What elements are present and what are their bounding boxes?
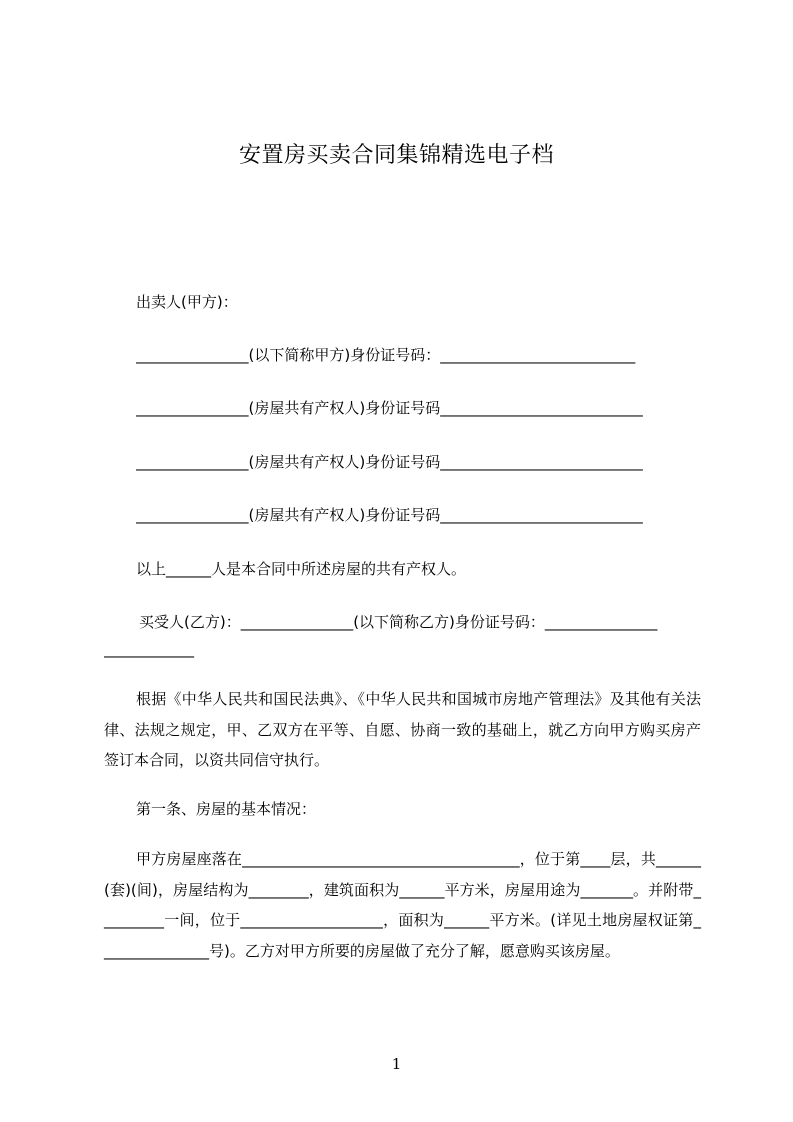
seller-id-line: _______________(以下简称甲方)身份证号码：__________________________: [136, 346, 636, 364]
co-owner-summary: 以上______人是本合同中所述房屋的共有产权人。: [136, 560, 467, 578]
co-owner-line: _______________(房屋共有产权人)身份证号码___________________________: [136, 506, 643, 524]
co-owner-line: _______________(房屋共有产权人)身份证号码___________________________: [136, 399, 643, 417]
co-owner-line: _______________(房屋共有产权人)身份证号码___________________________: [136, 453, 643, 471]
seller-label: 出卖人(甲方)：: [136, 293, 238, 311]
article-1-paragraph: 甲方房屋座落在_____________________________________，位于第____层，共______(套)(间)，房屋结构为________，建筑面积为______平方米，房屋用途为_______。并附带_________一间，位于___________________，面积为______平方米。(详见土地房屋权证第_______________号)。乙方对甲方所要的房屋做了充分了解，愿意购买该房屋。: [104, 850, 701, 960]
page-number: 1: [391, 1055, 402, 1073]
intro-paragraph: 根据《中华人民共和国民法典》、《中华人民共和国城市房地产管理法》及其他有关法律、法规之规定，甲、乙双方在平等、自愿、协商一致的基础上，就乙方向甲方购买房产签订本合同，以资共同信守执行。: [104, 690, 701, 769]
buyer-id-line: 买受人(乙方)：_______________(以下简称乙方)身份证号码：_______________: [139, 613, 658, 631]
document-title: 安置房买卖合同集锦精选电子档: [238, 143, 554, 168]
buyer-id-line-continued: ____________: [104, 640, 194, 658]
article-1-heading: 第一条、房屋的基本情况：: [136, 800, 317, 818]
